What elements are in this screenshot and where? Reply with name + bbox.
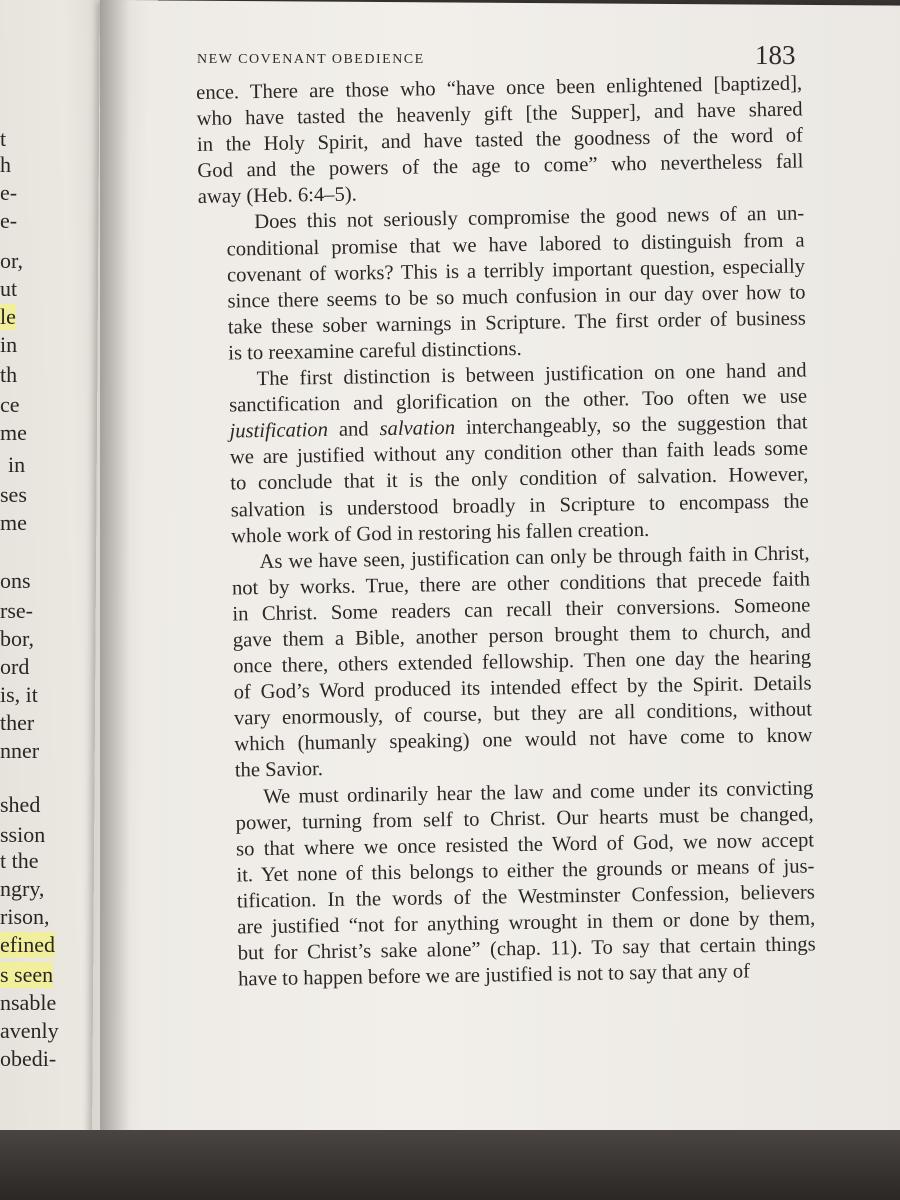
page-number: 183 (755, 40, 796, 70)
paragraph (201, 357, 810, 549)
text-line: we are justified without any condition other than faith leads some (229, 437, 809, 469)
paragraph (207, 775, 816, 993)
text-line: in Christ. Some readers can recall their conversions. Someone (232, 594, 811, 626)
text-line: The first distinction is between justification on one hand and (256, 359, 807, 391)
left-fragment: ssion (0, 822, 46, 847)
text-line: sanctification and glorification on the other. Too often we use (228, 385, 808, 417)
left-fragment: ut (0, 276, 18, 301)
left-fragment: e- (0, 208, 18, 233)
left-fragment: h (0, 152, 11, 177)
text-line: God and the powers of the age to come” who nevertheless fall (197, 150, 804, 183)
left-fragment: is, it (0, 682, 38, 707)
text-line: the Savior. (234, 758, 324, 782)
text-line: are justified “not for anything wrought in them or done by them, (237, 907, 816, 939)
text-line: As we have seen, justification can only be through faith in Christ, (259, 542, 810, 573)
left-fragment-highlighted: efined (0, 932, 55, 957)
left-fragment: e- (0, 180, 18, 205)
left-fragment: ord (0, 654, 30, 679)
left-fragment: me (0, 510, 27, 535)
left-fragment: nsable (0, 990, 57, 1015)
left-fragment: nner (0, 738, 40, 763)
text-line: who have tasted the heavenly gift [the Supper], and have shared (196, 98, 803, 131)
text-line: but for Christ’s sake alone” (chap. 11). To say that certain things (237, 933, 816, 965)
text-line: away (Heb. 6:4–5). (197, 183, 357, 209)
left-fragment: rison, (0, 904, 50, 929)
left-fragment: th (0, 362, 18, 387)
left-fragment: in (0, 332, 18, 357)
left-fragment: ons (0, 568, 31, 593)
left-fragment: t the (0, 848, 39, 873)
left-fragment: rse- (0, 598, 33, 623)
text-line: whole work of God in restoring his fallen creation. (230, 518, 650, 548)
left-fragment: bor, (0, 626, 34, 651)
text-line: it. Yet none of this belongs to either the grounds or means of jus- (236, 855, 815, 887)
text-line: gave them a Bible, another person brought them to church, and (232, 620, 811, 652)
text-line: to conclude that it is the only condition of salvation. However, (230, 463, 809, 495)
text-line: covenant of works? This is a terribly important question, especially (226, 255, 806, 287)
left-fragment: ce (0, 392, 20, 417)
left-fragment: in (8, 452, 26, 477)
left-fragment: t (0, 126, 7, 151)
text-line: justification and salvation interchangeably, so the suggestion that (229, 411, 808, 443)
text-line: conditional promise that we have labored to distinguish from a (226, 229, 805, 261)
left-fragment: me (0, 420, 27, 445)
text-line: tification. In the words of the Westminster Confession, believers (236, 881, 816, 913)
left-fragment: ther (0, 710, 35, 735)
text-line: We must ordinarily hear the law and come under its convicting (263, 776, 814, 808)
text-line: so that where we once resisted the Word of God, we now accept (235, 829, 815, 861)
text-line: is to reexamine careful distinctions. (228, 337, 522, 365)
text-line: ence. There are those who “have once been enlightened [baptized], (196, 72, 803, 104)
left-fragment: or, (0, 248, 23, 273)
text-line: vary enormously, of course, but they are all conditions, without (233, 698, 813, 730)
text-line: power, turning from self to Christ. Our hearts must be changed, (235, 803, 814, 835)
left-fragment-highlighted: le (0, 304, 16, 329)
paragraph (203, 540, 813, 784)
text-line: Does this not seriously compromise the good news of an un- (254, 202, 805, 234)
left-fragment: shed (0, 792, 41, 817)
text-line: take these sober warnings in Scripture. The first order of business (227, 307, 806, 339)
text-line: in the Holy Spirit, and have tasted the goodness of the word of (196, 124, 804, 157)
left-fragment: ses (0, 482, 27, 507)
body-text (196, 70, 816, 993)
text-line: have to happen before we are justified is not to say that any of (237, 960, 751, 991)
text-line: which (humanly speaking) one would not have come to know (234, 724, 813, 756)
text-line: not by works. True, there are other conditions that precede faith (231, 568, 811, 600)
table-surface (0, 1130, 900, 1200)
text-line: once there, others extended fellowship. Then one day the hearing (233, 646, 812, 678)
text-line: salvation is understood broadly in Scripture to encompass the (230, 489, 809, 522)
left-fragment-highlighted: s seen (0, 962, 54, 987)
text-line: of God’s Word produced its intended effect by the Spirit. Details (233, 672, 812, 704)
paragraph (198, 201, 806, 367)
left-fragment: ngry, (0, 876, 45, 901)
text-line: since there seems to be so much confusion in our day over how to (227, 281, 806, 313)
left-fragment: obedi- (0, 1046, 57, 1071)
paragraph (196, 70, 804, 210)
running-head: NEW COVENANT OBEDIENCE (197, 52, 425, 67)
page-gutter-shadow (100, 0, 130, 1150)
left-fragment: avenly (0, 1018, 59, 1043)
